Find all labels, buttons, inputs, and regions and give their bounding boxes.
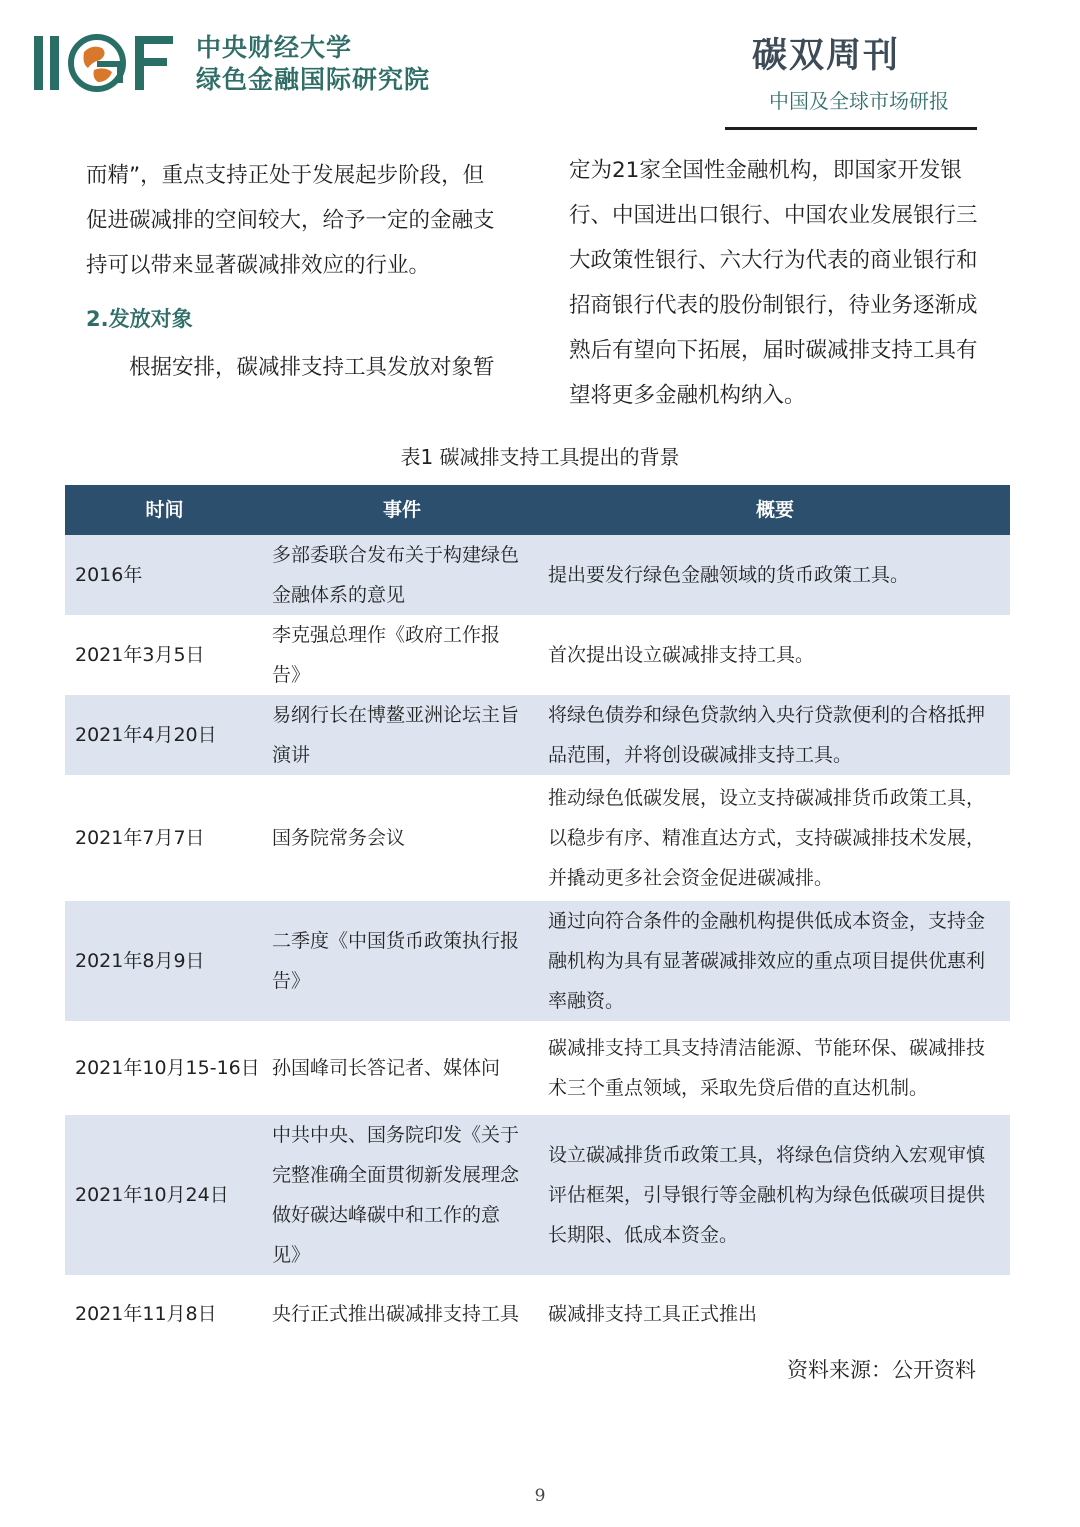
cell-event: 多部委联合发布关于构建绿色金融体系的意见	[264, 535, 540, 615]
column-header-time: 时间	[65, 485, 264, 535]
cell-event: 二季度《中国货币政策执行报告》	[264, 901, 540, 1021]
body-paragraph: 根据安排，碳减排支持工具发放对象暂	[129, 355, 495, 380]
cell-summary: 碳减排支持工具支持清洁能源、节能环保、碳减排技术三个重点领域，采取先贷后借的直达机制。	[548, 1037, 986, 1099]
table-row	[65, 1115, 1010, 1275]
org-name-line2: 绿色金融国际研究院	[196, 65, 431, 94]
column-header-summary: 概要	[540, 485, 1010, 535]
cell-time: 2021年10月24日	[65, 1115, 264, 1275]
cell-time: 2021年11月8日	[75, 1303, 217, 1325]
cell-time: 2021年3月5日	[75, 644, 205, 666]
publication-title: 碳双周刊	[751, 36, 900, 76]
cell-summary: 碳减排支持工具正式推出	[548, 1303, 758, 1325]
cell-event: 国务院常务会议	[272, 827, 406, 849]
cell-summary: 提出要发行绿色金融领域的货币政策工具。	[540, 535, 1010, 615]
cell-event: 中共中央、国务院印发《关于完整准确全面贯彻新发展理念做好碳达峰碳中和工作的意见》	[264, 1115, 540, 1275]
cell-event: 孙国峰司长答记者、媒体问	[272, 1057, 501, 1079]
column-header-event: 事件	[264, 485, 540, 535]
body-line: 定为21家全国性金融机构，即国家开发银	[569, 158, 962, 183]
body-line: 大政策性银行、六大行为代表的商业银行和	[569, 248, 978, 273]
cell-time: 2021年8月9日	[65, 901, 264, 1021]
left-column	[86, 153, 526, 390]
globe-icon	[71, 37, 123, 89]
table-row	[65, 1275, 1010, 1353]
body-line: 熟后有望向下拓展，届时碳减排支持工具有	[569, 338, 978, 363]
table-row	[65, 535, 1010, 615]
page-number: 9	[534, 1486, 546, 1506]
table-caption: 表1 碳减排支持工具提出的背景	[400, 445, 680, 469]
right-column	[569, 148, 999, 418]
body-line: 望将更多金融机构纳入。	[569, 383, 806, 408]
header-divider	[725, 127, 977, 130]
cell-summary: 通过向符合条件的金融机构提供低成本资金，支持金融机构为具有显著碳减排效应的重点项目提供优惠利率融资。	[540, 901, 1010, 1021]
publication-subtitle: 中国及全球市场研报	[769, 89, 949, 113]
body-line: 持可以带来显著碳减排效应的行业。	[86, 253, 431, 278]
table-row	[65, 615, 1010, 695]
cell-time: 2021年4月20日	[65, 695, 264, 775]
cell-summary: 将绿色债券和绿色贷款纳入央行贷款便利的合格抵押品范围，并将创设碳减排支持工具。	[540, 695, 1010, 775]
cell-time: 2021年7月7日	[75, 827, 205, 849]
org-name	[196, 32, 430, 96]
cell-event: 李克强总理作《政府工作报告》	[272, 624, 501, 686]
iigf-logo	[34, 34, 176, 92]
org-name-line1: 中央财经大学	[196, 33, 353, 62]
cell-time: 2016年	[65, 535, 264, 615]
cell-time: 2021年10月15-16日	[75, 1057, 260, 1079]
table-row	[65, 775, 1010, 901]
cell-summary: 推动绿色低碳发展，设立支持碳减排货币政策工具，以稳步有序、精准直达方式，支持碳减排技术发展，并撬动更多社会资金促进碳减排。	[548, 787, 986, 889]
body-line: 而精”，重点支持正处于发展起步阶段，但	[86, 163, 485, 188]
body-line: 行、中国进出口银行、中国农业发展银行三	[569, 203, 978, 228]
cell-summary: 首次提出设立碳减排支持工具。	[548, 644, 815, 666]
table-source-note: 资料来源：公开资料	[787, 1358, 976, 1382]
table-header-row	[65, 485, 1010, 535]
cell-event: 易纲行长在博鳌亚洲论坛主旨演讲	[264, 695, 540, 775]
events-table	[65, 485, 1010, 1353]
table-row	[65, 901, 1010, 1021]
table-row	[65, 695, 1010, 775]
table-row	[65, 1021, 1010, 1115]
cell-summary: 设立碳减排货币政策工具，将绿色信贷纳入宏观审慎评估框架，引导银行等金融机构为绿色低碳项目提供长期限、低成本资金。	[540, 1115, 1010, 1275]
section-heading: 2.发放对象	[86, 307, 193, 331]
body-line: 招商银行代表的股份制银行，待业务逐渐成	[569, 293, 978, 318]
body-line: 促进碳减排的空间较大，给予一定的金融支	[86, 208, 495, 233]
cell-event: 央行正式推出碳减排支持工具	[272, 1303, 520, 1325]
